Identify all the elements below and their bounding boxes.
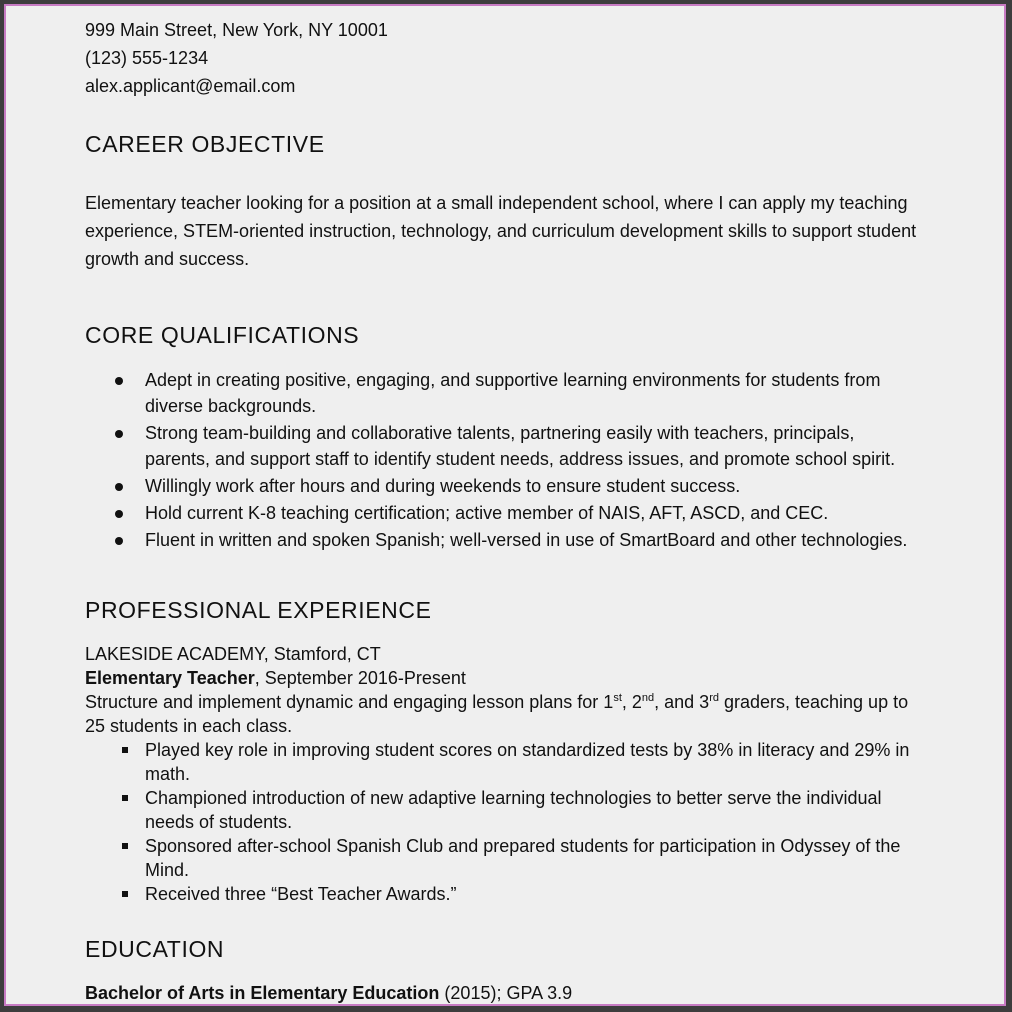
objective-line: growth and success. bbox=[85, 249, 250, 269]
list-item: Sponsored after-school Spanish Club and prepared students for participation in Odyssey of the Mind. bbox=[85, 834, 945, 882]
qualifications-list bbox=[85, 367, 945, 554]
contact-email: alex.applicant@email.com bbox=[85, 76, 296, 96]
resume-page bbox=[4, 4, 1006, 1006]
objective-line: experience, STEM-oriented instruction, technology, and curriculum development skills to support student bbox=[85, 221, 917, 241]
degree-detail: (2015); GPA 3.9 bbox=[439, 983, 573, 1003]
experience-achievements-list bbox=[85, 738, 945, 906]
contact-phone: (123) 555-1234 bbox=[85, 48, 209, 68]
list-item: Hold current K-8 teaching certification; active member of NAIS, AFT, ASCD, and CEC. bbox=[85, 500, 945, 526]
employer-line: LAKESIDE ACADEMY, Stamford, CT bbox=[85, 644, 381, 664]
list-item: Received three “Best Teacher Awards.” bbox=[85, 882, 945, 906]
list-item: Played key role in improving student scores on standardized tests by 38% in literacy and 29% in math. bbox=[85, 738, 945, 786]
objective-line: Elementary teacher looking for a position at a small independent school, where I can apply my teaching bbox=[85, 193, 908, 213]
list-item: Adept in creating positive, engaging, and supportive learning environments for students from diverse backgrounds. bbox=[85, 367, 945, 419]
job-description-line: 25 students in each class. bbox=[85, 716, 293, 736]
list-item: Fluent in written and spoken Spanish; well-versed in use of SmartBoard and other technologies. bbox=[85, 527, 945, 553]
list-item: Willingly work after hours and during weekends to ensure student success. bbox=[85, 473, 945, 499]
job-description-line: Structure and implement dynamic and engaging lesson plans for 1st, 2nd, and 3rd graders, teaching up to bbox=[85, 692, 909, 712]
list-item: Championed introduction of new adaptive learning technologies to better serve the individual needs of students. bbox=[85, 786, 945, 834]
job-title-line bbox=[85, 666, 466, 690]
square-bullet-icon bbox=[122, 843, 128, 849]
section-heading-education: EDUCATION bbox=[85, 936, 225, 962]
square-bullet-icon bbox=[122, 891, 128, 897]
list-item: Strong team-building and collaborative talents, partnering easily with teachers, principals, parents, and support staff to identify student needs, address issues, and promote school spirit. bbox=[85, 420, 945, 472]
education-line bbox=[85, 981, 572, 1005]
section-heading-career-objective: CAREER OBJECTIVE bbox=[85, 131, 325, 157]
bullet-icon bbox=[115, 430, 123, 438]
section-heading-professional-experience: PROFESSIONAL EXPERIENCE bbox=[85, 597, 432, 623]
bullet-icon bbox=[115, 377, 123, 385]
contact-address: 999 Main Street, New York, NY 10001 bbox=[85, 20, 388, 40]
objective-paragraph bbox=[85, 189, 945, 273]
job-dates: , September 2016-Present bbox=[254, 668, 466, 688]
square-bullet-icon bbox=[122, 747, 128, 753]
degree: Bachelor of Arts in Elementary Education bbox=[85, 983, 440, 1003]
section-heading-core-qualifications: CORE QUALIFICATIONS bbox=[85, 322, 360, 348]
square-bullet-icon bbox=[122, 795, 128, 801]
bullet-icon bbox=[115, 537, 123, 545]
bullet-icon bbox=[115, 510, 123, 518]
bullet-icon bbox=[115, 483, 123, 491]
job-title: Elementary Teacher bbox=[85, 668, 255, 688]
